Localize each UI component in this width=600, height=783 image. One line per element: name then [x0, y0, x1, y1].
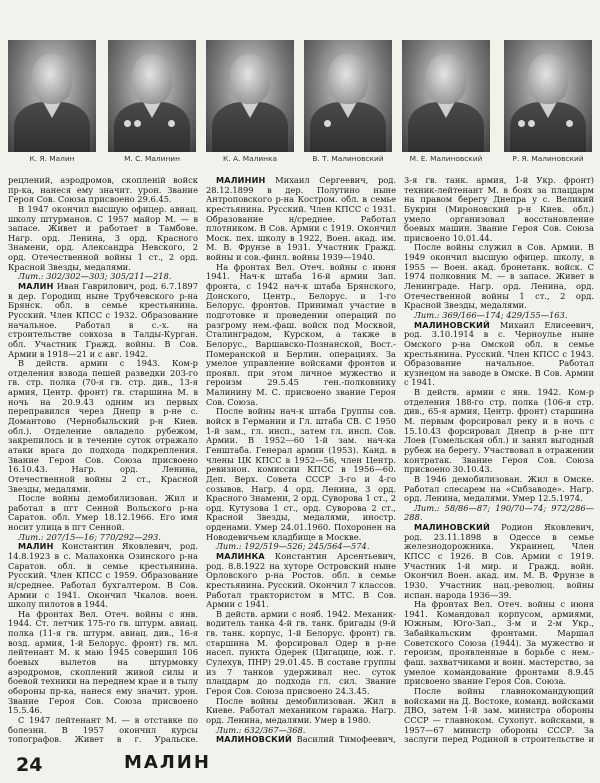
entry-paragraph	[8, 282, 198, 359]
body-paragraph	[404, 243, 594, 310]
portrait-photo	[402, 40, 490, 152]
portrait-malinin-ms	[108, 40, 196, 168]
paragraph-text: В действ. армии с 1943. Ком-р отделения взвода пешей разведки 203-го гв. стр. полка (70-я гв. стр. див., 13-я армия, Центр. фронт) гв. старшина М. в ночь на 20.9.43 одним из первых переправился через Днепр в р-не с. Домантово (Чернобыльский р-н Киев. обл.). Отделение овладело рубежом, закрепилось и в течение суток отражало атаки врага до подхода подкрепления. Звание Героя Сов. Союза присвоено 16.10.43. Нагр. орд. Ленина, Отечественной войны 2 ст., Красной Звезды, медалями.	[8, 358, 198, 494]
body-paragraph	[404, 687, 594, 744]
paragraph-text: Лит.: 632/367—368.	[216, 724, 306, 735]
paragraph-text: Лит.: 58/86—87; 190/70—74; 972/286—288.	[404, 502, 594, 523]
body-paragraph	[206, 610, 396, 697]
entry-paragraph	[206, 735, 396, 744]
body-paragraph	[206, 263, 396, 408]
entry-paragraph	[8, 542, 198, 609]
body-paragraph	[8, 176, 198, 205]
body-paragraph	[206, 697, 396, 726]
portrait-photo	[8, 40, 96, 152]
entry-headword: МАЛИНОВСКИЙ	[414, 522, 490, 533]
portrait-caption: К. Я. Малин	[29, 154, 75, 163]
portrait-photo	[206, 40, 294, 152]
entry-headword: МАЛИНКА	[216, 550, 265, 561]
portrait-caption: Р. Я. Малиновский	[512, 154, 584, 163]
body-paragraph	[8, 494, 198, 533]
paragraph-text: 3-я гв. танк. армия, 1-й Укр. фронт) техник-лейтенант М. в боях за плацдарм на правом берегу Днепра у с. Великий Букрин (Мироновский р-н Киев. обл.) умело организовал восстановление боевых машин. Звание Героя Сов. Союза присвоено 10.01.44.	[404, 176, 594, 243]
paragraph-text: Лит.: 192/519—526; 245/564—574.	[216, 541, 370, 552]
body-paragraph	[404, 176, 594, 243]
paragraph-text: На фронтах Вел. Отеч. войны с янв. 1944. Ст. летчик 175-го гв. штурм. авиац. полка (11-я гв. штурм. авиац. див., 16-я возд. армия, 1-й Белорус. фронт) гв. мл. лейтенант М. к маю 1945 совершил 106 боевых вылетов на штурмовку аэродромов, скоплений живой силы и боевой техники на переднем крае и в тылу обороны пр-ка, нанеся ему значит. урон. Звание Героя Сов. Союза присвоено 15.5.46.	[8, 608, 198, 716]
text-column-3	[404, 176, 594, 744]
paragraph-text: Родион Яковлевич, род. 23.11.1898 в Одессе в семье железнодорожника. Украинец. Член КПСС с 1926. В Сов. Армии с 1919. Участник 1-й мир. и Гражд. войн. Окончил Воен. акад. им. М. В. Фрунзе в 1930. Участник нац.-революц. войны испан. народа 1936—39.	[404, 522, 594, 600]
paragraph-text: В 1946 демобилизован. Жил в Омске. Работал слесарем на «Сибзаводе». Нагр. орд. Ленина, медалями. Умер 12.5.1974.	[404, 473, 594, 504]
paragraph-text: На фронтах Вел. Отеч. войны с июня 1941. Нач-к штаба 16-й армии Зап. фронта, с 1942 нач-к штаба Брянского, Донского, Центр., Белорус. и 1-го Белорус. фронтов. Принимал участие в подготовке и проведении операций по разгрому нем.-фаш. войск под Москвой, Сталинградом, Курском, а также в Белорус., Варшавско-Познанской, Вост.-Померанской и Берлин. операциях. За умелое управление войсками фронтов и проявл. при этом личное мужество и героизм 29.5.45 ген.-полковнику Малинину М. С. присвоено звание Героя Сов. Союза.	[206, 261, 396, 407]
paragraph-text: После войны нач-к штаба Группы сов. войск в Германии и Гл. штаба СВ. С 1950 1-й зам., гл. инсп., затем гл. инсп. Сов. Армии. В 1952—60 1-й зам. нач-ка Генштаба. Генерал армии (1953). Канд. в члены ЦК КПСС в 1952—56, член Центр. ревизион. комиссии КПСС в 1956—60. Деп. Верх. Совета СССР 3-го и 4-го созывов. Нагр. 4 орд. Ленина, 3 орд. Красного Знамени, 2 орд. Суворова 1 ст., 2 орд. Кутузова 1 ст., орд. Суворова 2 ст., Красной Звезды, медалями, иностр. орденами. Умер 24.01.1960. Похоронен на Новодевичьем кладбище в Москве.	[206, 406, 396, 542]
portrait-caption: М. Е. Малиновский	[409, 154, 483, 163]
paragraph-text: рецлений, аэродромов, скопленій войск пр-ка, нанеся ему значит. урон. Звание Героя Сов. Союза присвоено 29.6.45.	[8, 176, 198, 205]
entry-headword: МАЛИНОВСКИЙ	[414, 319, 490, 330]
entry-headword: МАЛИН	[18, 281, 54, 292]
body-paragraph	[8, 610, 198, 716]
body-paragraph	[8, 205, 198, 272]
portrait-photo	[504, 40, 592, 152]
paragraph-text: Лит.: 207/15—16; 770/292—293.	[18, 531, 161, 542]
portrait-caption: К. А. Малинка	[223, 154, 277, 163]
paragraph-text: Лит.: 302/302—303; 305/211—218.	[18, 271, 172, 282]
portrait-malinovsky-vt	[304, 40, 392, 168]
body-paragraph	[404, 388, 594, 475]
body-paragraph	[206, 407, 396, 542]
paragraph-text: Василий Тимофеевич,	[296, 734, 396, 744]
paragraph-text: С 1947 лейтенант М. — в отставке по болезни. В 1957 окончил курсы топографов. Живет в г. Уральске.	[8, 714, 198, 744]
portrait-malinovsky-ry	[504, 40, 592, 168]
entry-headword: МАЛИНОВСКИЙ	[216, 734, 292, 744]
paragraph-text: Михаил Елисеевич, род. 3.10.1914 в с. Черноулье ныне Омского р-на Омской обл. в семье крестьянина. Русский. Член КПСС с 1943. Образование начальное. Работал кузнецом на заводе в Омске. В Сов. Армии с 1941.	[404, 319, 594, 388]
entry-paragraph	[206, 552, 396, 610]
text-column-2	[206, 176, 396, 744]
paragraph-text: В действ. армии с янв. 1942. Ком-р отделения 188-го стр. полка (106-я стр. див., 65-я армия, Центр. фронт) старшина М. первым форсировал реку и в ночь с 15.10.43 форсировал Днепр в р-не пгт Лоев (Гомельская обл.) и занял выгодный рубеж на берегу. Участвовал в отражении контратак. Звание Героя Сов. Союза присвоено 30.10.43.	[404, 387, 594, 475]
paragraph-text: После войны демобилизован. Жил и работал в пгт Сенной Вольского р-на Саратов. обл. Умер 18.12.1966. Его имя носит улица в пгт Сенной.	[8, 493, 198, 533]
paragraph-text: Лит.: 369/166—174; 429/155—163.	[414, 309, 568, 320]
paragraph-text: После войны главнокомандующий войсками на Д. Востоке, команд. войсками ДВО, затем 1-й зам. министра обороны СССР — главноком. Сухопут. войсками, в 1957—67 министр обороны СССР. За заслуги перед Родиной в строительстве и	[404, 685, 594, 744]
entry-paragraph	[404, 523, 594, 600]
literature-reference	[404, 504, 594, 523]
entry-headword: МАЛИН	[18, 541, 54, 552]
page-number: 24	[16, 754, 43, 776]
text-column-1	[8, 176, 198, 744]
body-paragraph	[404, 475, 594, 504]
entry-paragraph	[404, 321, 594, 388]
portrait-malinka-ka	[206, 40, 294, 168]
paragraph-text: Михаил Сергеевич, род. 28.12.1899 в дер. Полутино ныне Антроповского р-на Костром. обл. в семье крестьянина. Русский. Член КПСС с 1931. Образование н/среднее. Работал плотником. В Сов. Армии с 1919. Окончил Моск. пех. школу в 1922, Воен. акад. им. М. В. Фрунзе в 1931. Участник Гражд. войны и сов.-финл. войны 1939—1940.	[206, 176, 396, 263]
portrait-row	[8, 40, 592, 168]
portrait-caption: М. С. Малинин	[124, 154, 180, 163]
paragraph-text: Константин Яковлевич, род. 14.8.1923 в с. Малахонка Озинского р-на Саратов. обл. в семье крестьянина. Русский. Член КПСС с 1959. Образование н/среднее. Работал бухгалтером. В Сов. Армии с 1941. Окончил Чкалов. воен. школу пилотов в 1944.	[8, 541, 198, 610]
paragraph-text: Константин Арсентьевич, род. 8.8.1922 на хуторе Островский ныне Орловского р-на Ростов. обл. в семье крестьянина. Русский. Окончил 7 классов. Работал трактористом в МТС. В Сов. Армии с 1941.	[206, 550, 396, 610]
paragraph-text: После войны служил в Сов. Армии. В 1949 окончил высшую офицер. школу, в 1955 — Воен. акад. бронетанк. войск. С 1974 полковник М. — в запасе. Живет в Ленинграде. Нагр. орд. Ленина, орд. Отечественной войны 1 ст., 2 орд. Красной Звезды, медалями.	[404, 242, 594, 311]
paragraph-text: В действ. армии с нояб. 1942. Механик-водитель танка 4-й гв. танк. бригады (9-й гв. танк. корпус, 1-й Белорус. фронт) гв. старшина М. форсировал Одер в р-не насел. пункта Одерек (Цигацице, юж. г. Сулехув, ПНР) 29.01.45. В составе группы из 7 танков удерживал нес. суток плацдарм до подхода гл. сил. Звание Героя Сов. Союза присвоено 24.3.45.	[206, 608, 396, 696]
running-head: МАЛИН	[124, 752, 211, 773]
paragraph-text: В 1947 окончил высшую офицер. авиац. школу штурманов. С 1957 майор М. — в запасе. Живет и работает в Тамбове. Нагр. орд. Ленина, 3 орд. Красного Знамени, орд. Александра Невского, 2 орд. Отечественной войны 1 ст., 2 орд. Красной Звезды, медалями.	[8, 203, 198, 272]
portrait-photo	[304, 40, 392, 152]
body-paragraph	[8, 359, 198, 494]
paragraph-text: На фронтах Вел. Отеч. войны с июня 1941. Командовал корпусом, армиями, Южным, Юго-Зап., 3-м и 2-м Укр., Забайкальским фронтами. Маршал Советского Союза (1944). За мужество и героизм, проявленные в борьбе с нем.-фаш. захватчиками и воин. мастерство, за умелое командование фронтами 8.9.45 присвоено звание Героя Сов. Союза.	[404, 599, 594, 687]
portrait-malin-ky	[8, 40, 96, 168]
entry-paragraph	[206, 176, 396, 263]
entry-headword: МАЛИНИН	[216, 176, 266, 185]
portrait-photo	[108, 40, 196, 152]
paragraph-text: Иван Гаврилович, род. 6.7.1897 в дер. Городищ ныне Трубчевского р-на Брянск. обл. в семье крестьянина. Русский. Член КПСС с 1932. Образование начальное. Работал в с.-х. на строительстве совхоза в Талды-Курган. обл. Участник Гражд. войны. В Сов. Армии в 1918—21 и с авг. 1942.	[8, 281, 198, 359]
paragraph-text: После войны демобилизован. Жил в Киеве. Работал механиком гаража. Нагр. орд. Ленина, медалями. Умер в 1980.	[206, 695, 396, 725]
portrait-malinovsky-me	[402, 40, 490, 168]
portrait-caption: В. Т. Малиновский	[312, 154, 384, 163]
body-paragraph	[8, 716, 198, 744]
body-paragraph	[404, 600, 594, 687]
